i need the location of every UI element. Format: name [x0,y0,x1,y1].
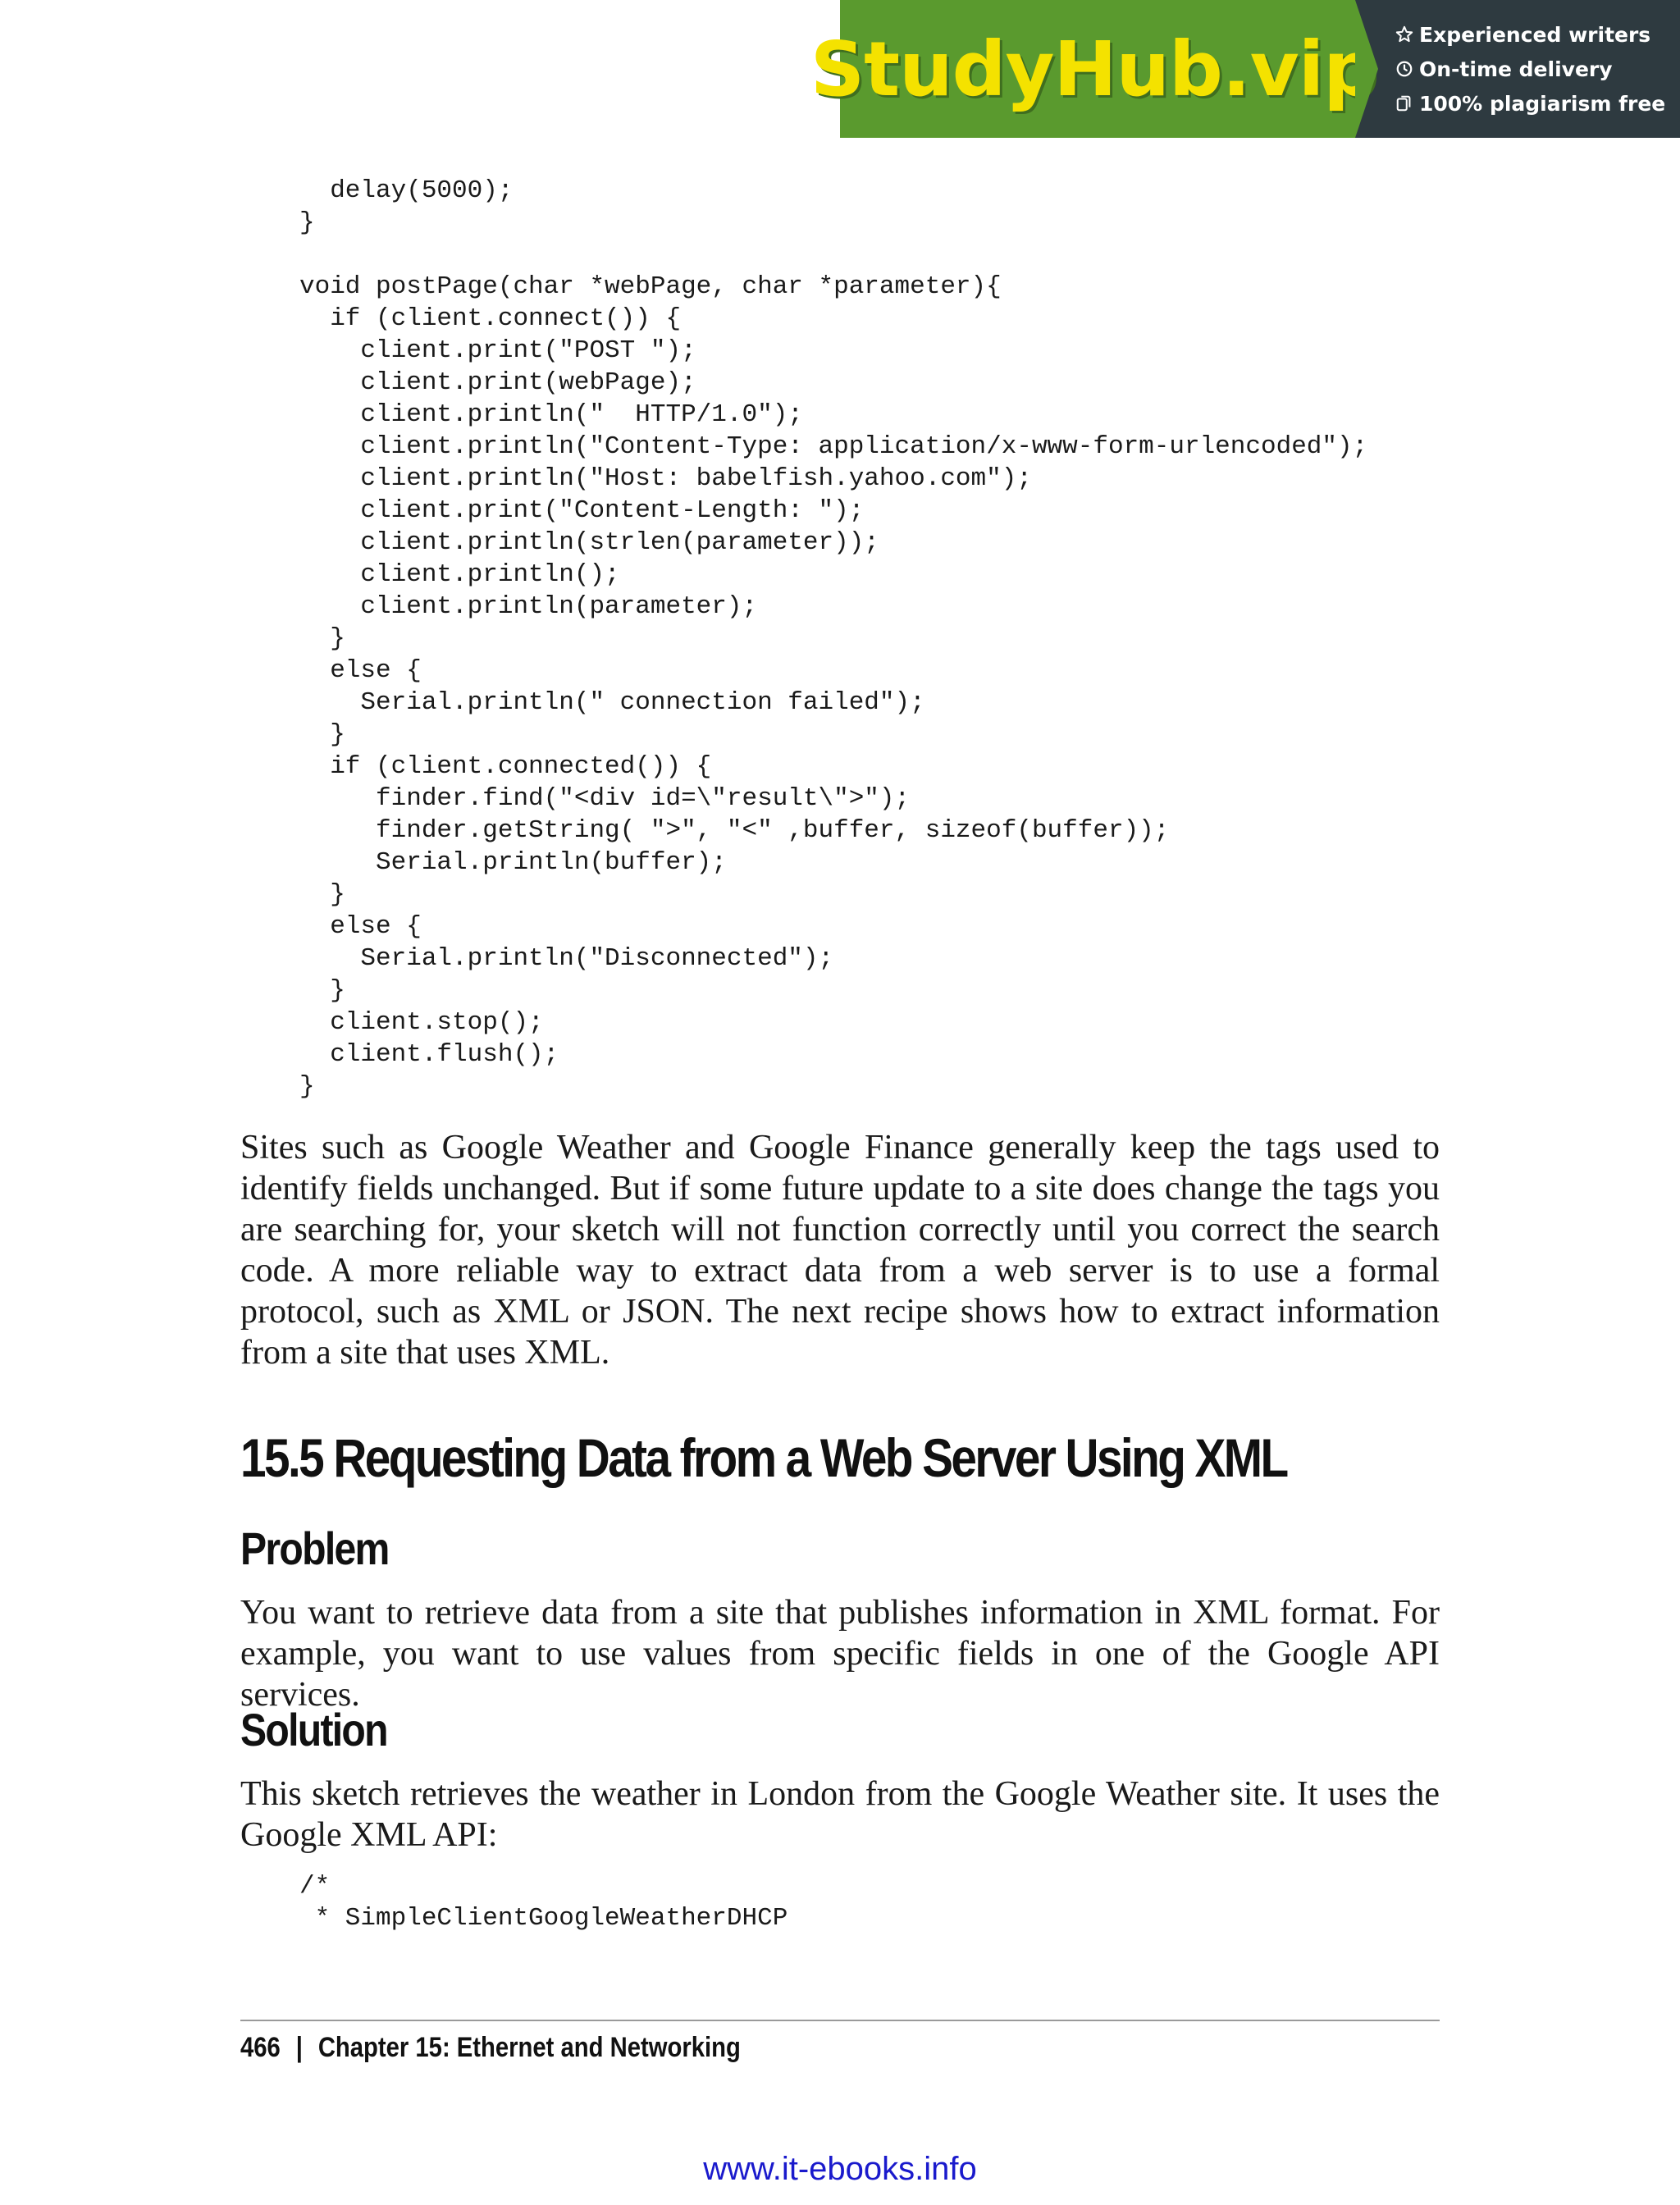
source-watermark-link[interactable]: www.it-ebooks.info [703,2151,977,2187]
code-block-sketch-header: /* * SimpleClientGoogleWeatherDHCP [299,1872,788,1933]
clock-icon [1395,59,1414,79]
brand-logo-text: StudyHub.vip [810,25,1377,113]
problem-paragraph: You want to retrieve data from a site that publishes information in XML format. For example, you want to use values from specific fields in one of the Google API services. [240,1594,1440,1714]
feature-plagiarism-free [1395,89,1680,118]
solution-heading: Solution [240,1704,387,1755]
problem-heading: Problem [240,1522,389,1574]
document-copy-icon [1395,94,1414,113]
page-number: 466 [240,2032,281,2063]
feature-experienced-writers [1395,20,1680,49]
footer-separator: | [295,2032,303,2063]
feature-on-time-delivery [1395,54,1680,84]
solution-paragraph: This sketch retrieves the weather in London from the Google Weather site. It uses the Google XML API: [240,1775,1440,1854]
footer-divider [240,2020,1440,2021]
feature-label: Experienced writers [1419,22,1651,47]
studyhub-banner[interactable] [810,0,1680,138]
star-icon [1395,25,1414,44]
feature-label: 100% plagiarism free [1419,91,1666,116]
feature-label: On-time delivery [1419,57,1613,81]
page-footer [240,2032,741,2064]
chapter-title: Chapter 15: Ethernet and Networking [317,2032,741,2063]
features-panel [1355,0,1680,138]
section-heading: 15.5 Requesting Data from a Web Server Using XML [240,1427,1287,1488]
code-block-postpage: delay(5000); } void postPage(char *webPage, char *parameter){ if (client.connect()) { client.print("POST "); client.print(webPage); client.println(" HTTP/1.0"); client.println("Content-Type: application/x-www-form-urlencoded"); client.println("Host: babelfish.yahoo.com"); client.print("Content-Length: "); client.println(strlen(parameter)); client.println(); client.println(parameter); } else { Serial.println(" connection failed"); } if (client.connected()) { finder.find("<div id=\"result\">"); finder.getString( ">", "<" ,buffer, sizeof(buffer)); Serial.println(buffer); } else { Serial.println("Disconnected"); } client.stop(); client.flush(); } [299,176,1368,1101]
body-paragraph: Sites such as Google Weather and Google Finance generally keep the tags used to identify fields unchanged. But if some future update to a site does change the tags you are searching for, your sketch will not function correctly until you correct the search code. A more reliable way to extract data from a web server is to use a formal protocol, such as XML or JSON. The next recipe shows how to extract information from a site that uses XML. [240,1129,1440,1372]
brand-panel [810,0,1377,138]
